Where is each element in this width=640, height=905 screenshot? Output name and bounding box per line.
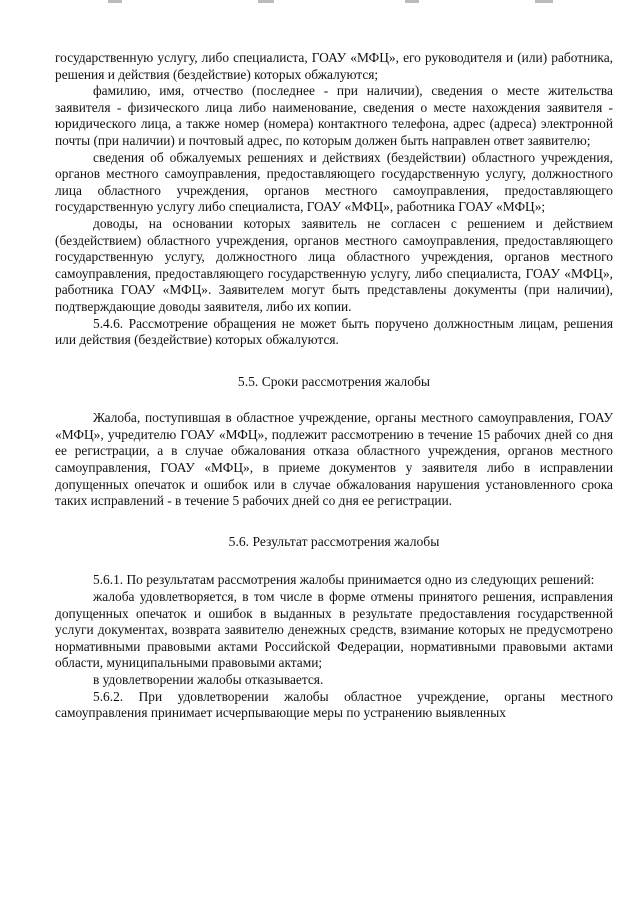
section-heading-5-5: 5.5. Сроки рассмотрения жалобы (237, 373, 431, 389)
paragraph-continuation: государственную услугу, либо специалиста, ГОАУ «МФЦ», его руководителя и (или) работника, решения и действия (бездействие) которых обжалуются; (55, 50, 613, 82)
paragraph-complaint-denied: в удовлетворении жалобы отказывается. (93, 672, 324, 687)
paragraph-5-6-2: 5.6.2. При удовлетворении жалобы областное учреждение, органы местного самоуправления принимает исчерпывающие меры по устранению выявленных (55, 688, 613, 721)
document-body (55, 50, 613, 722)
paragraph-applicant-info: фамилию, имя, отчество (последнее - при наличии), сведения о месте жительства заявителя - физического лица либо наименование, сведения о месте нахождения заявителя - юридического лица, а также номер (номера) контактного телефона, адрес (адреса) электронной почты (при наличии) и почтовый адрес, по которым должен быть направлен ответ заявителю; (55, 83, 613, 148)
section-heading-5-6: 5.6. Результат рассмотрения жалобы (228, 533, 440, 549)
scan-edge-marks (0, 0, 640, 10)
paragraph-complaint-satisfied: жалоба удовлетворяется, в том числе в форме отмены принятого решения, исправления допущенных опечаток и ошибок в выданных в результате предоставления государственной услуги документах, возврата заявителю денежных средств, взимание которых не предусмотрено нормативными правовыми актами Российской Федерации, нормативными правовыми актами области, муниципальными правовыми актами; (55, 589, 613, 671)
scan-mark (535, 0, 553, 3)
paragraph-5-5: Жалоба, поступившая в областное учреждение, органы местного самоуправления, ГОАУ «МФЦ», учредителю ГОАУ «МФЦ», подлежит рассмотрению в течение 15 рабочих дней со дня ее регистрации, а в случае обжалования отказа областного учреждения, органов местного самоуправления, ГОАУ «МФЦ», в приеме документов у заявителя либо в исправлении допущенных опечаток и ошибок или в случае обжалования нарушения установленного срока таких исправлений - в течение 5 рабочих дней со дня ее регистрации. (55, 410, 613, 509)
paragraph-appealed-decisions: сведения об обжалуемых решениях и действиях (бездействии) областного учреждения, органов местного самоуправления, предоставляющего государственную услугу, должностного лица областного учреждения, органов местного самоуправления, предоставляющего государственную услугу либо специалиста, ГОАУ «МФЦ», работника ГОАУ «МФЦ»; (55, 149, 613, 215)
paragraph-5-6-1: 5.6.1. По результатам рассмотрения жалобы принимается одно из следующих решений: (93, 572, 595, 588)
paragraph-5-4-6: 5.4.6. Рассмотрение обращения не может быть поручено должностным лицам, решения или действия (бездействие) которых обжалуются. (55, 315, 613, 348)
scan-mark (108, 0, 122, 3)
scan-mark (405, 0, 419, 3)
paragraph-arguments: доводы, на основании которых заявитель не согласен с решением и действием (бездействием) областного учреждения, органов местного самоуправления, предоставляющего государственную услугу, должностного лица областного учреждения, органов местного самоуправления, предоставляющего государственную услугу, либо специалиста, ГОАУ «МФЦ», работника ГОАУ «МФЦ». Заявителем могут быть представлены документы (при наличии), подтверждающие доводы заявителя, либо их копии. (55, 215, 613, 314)
scan-mark (258, 0, 274, 3)
